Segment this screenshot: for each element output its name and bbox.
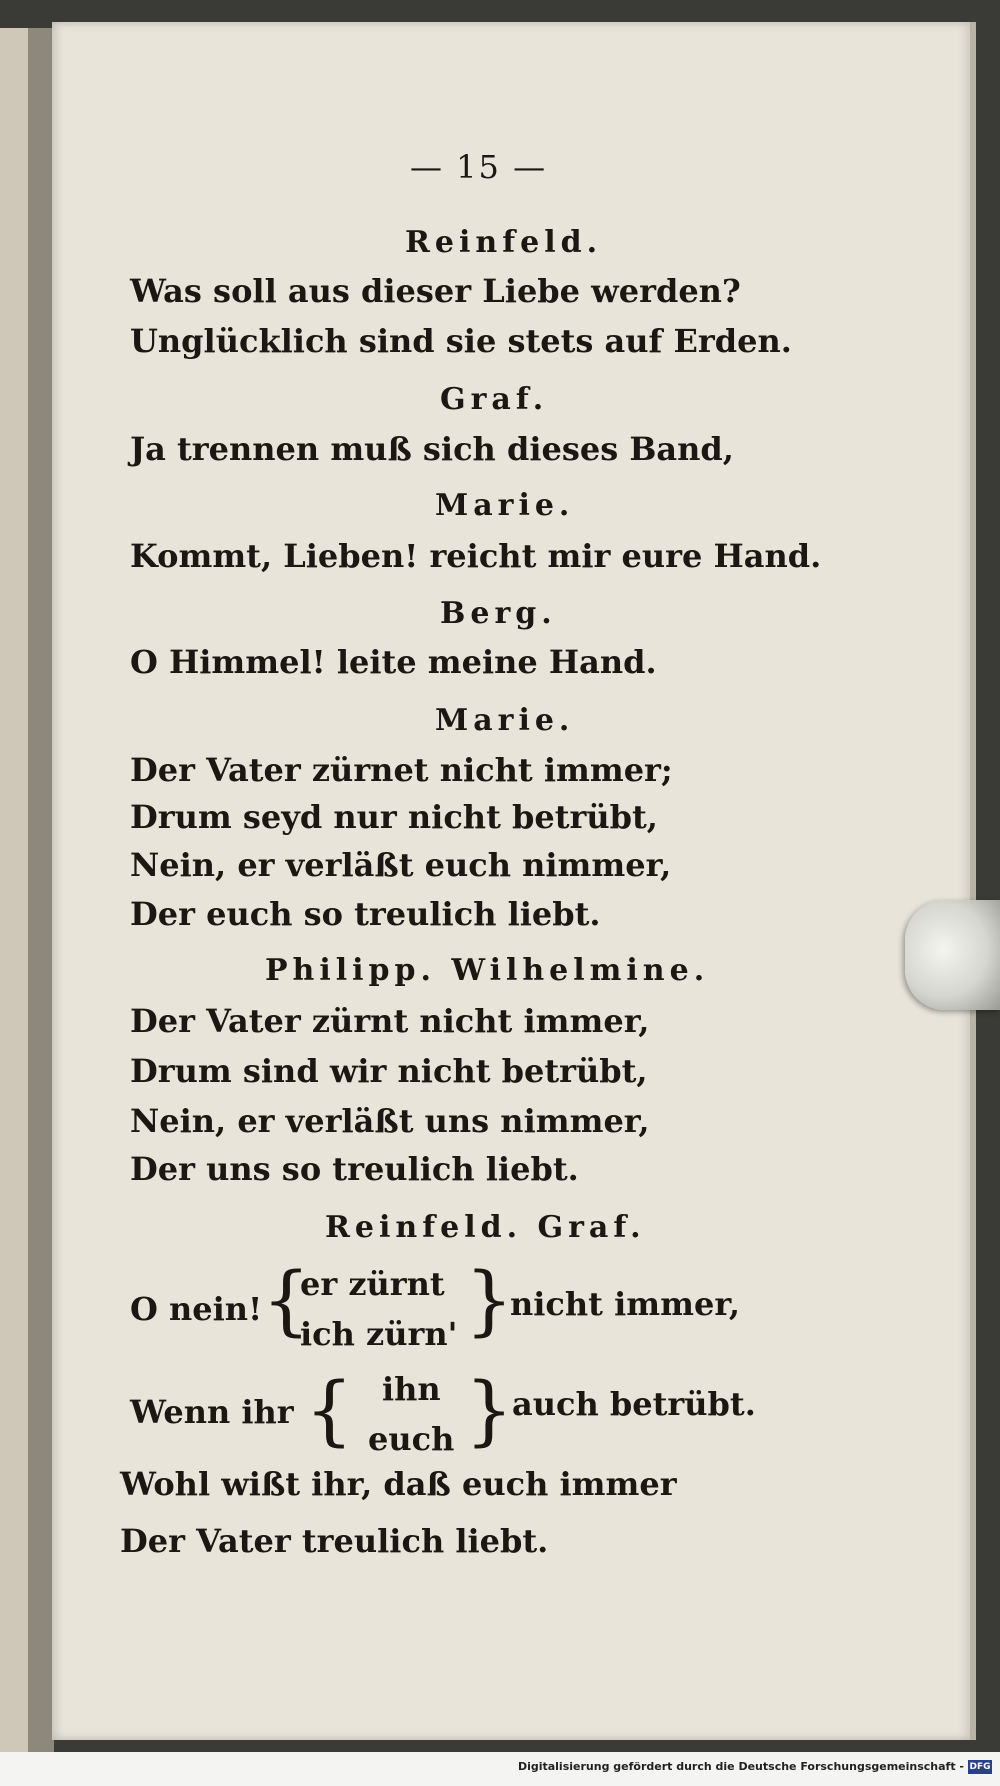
speaker-name: Graf.: [440, 382, 549, 417]
verse-line: Der uns so treulich liebt.: [130, 1150, 579, 1188]
brace-tail: nicht immer,: [510, 1285, 740, 1323]
right-brace: }: [465, 1255, 514, 1344]
speaker-name: Philipp. Wilhelmine.: [265, 953, 710, 988]
verse-line: Nein, er verläßt uns nimmer,: [130, 1102, 650, 1140]
verse-line: Der euch so treulich liebt.: [130, 895, 601, 933]
page-clip: [905, 900, 1000, 1010]
speaker-name: Berg.: [440, 596, 557, 631]
verse-line: Ja trennen muß sich dieses Band,: [130, 430, 734, 468]
speaker-name: Reinfeld. Graf.: [325, 1210, 646, 1245]
brace-lead: O nein!: [130, 1290, 263, 1328]
verse-line: Was soll aus dieser Liebe werden?: [130, 272, 741, 310]
page-edge: [970, 22, 976, 1740]
page-number: — 15 —: [410, 148, 548, 186]
left-brace: {: [262, 1255, 311, 1344]
right-brace: }: [465, 1365, 514, 1454]
brace-option: ihn: [382, 1370, 441, 1408]
brace-option: er zürnt: [300, 1265, 445, 1303]
verse-line: O Himmel! leite meine Hand.: [130, 643, 657, 681]
footer-credit: Digitalisierung gefördert durch die Deutsche Forschungsgemeinschaft -: [517, 1760, 964, 1773]
verse-line: Der Vater zürnt nicht immer,: [130, 1002, 650, 1040]
brace-tail: auch betrübt.: [512, 1385, 756, 1423]
speaker-name: Marie.: [435, 703, 575, 738]
verse-line: Der Vater treulich liebt.: [120, 1522, 549, 1560]
book-gutter: [28, 28, 54, 1752]
verse-line: Kommt, Lieben! reicht mir eure Hand.: [130, 537, 822, 575]
verse-line: Drum sind wir nicht betrübt,: [130, 1052, 648, 1090]
brace-option: euch: [368, 1420, 455, 1458]
verse-line: Der Vater zürnet nicht immer;: [130, 751, 673, 789]
speaker-name: Reinfeld.: [405, 225, 603, 260]
verse-line: Unglücklich sind sie stets auf Erden.: [130, 322, 792, 360]
brace-option: ich zürn': [300, 1315, 458, 1353]
verse-line: Wohl wißt ihr, daß euch immer: [120, 1465, 677, 1503]
brace-lead: Wenn ihr: [130, 1393, 294, 1431]
dfg-logo-icon: DFG: [969, 1762, 991, 1772]
verse-line: Drum seyd nur nicht betrübt,: [130, 798, 658, 836]
left-brace: {: [305, 1365, 354, 1454]
verse-line: Nein, er verläßt euch nimmer,: [130, 846, 672, 884]
speaker-name: Marie.: [435, 488, 575, 523]
